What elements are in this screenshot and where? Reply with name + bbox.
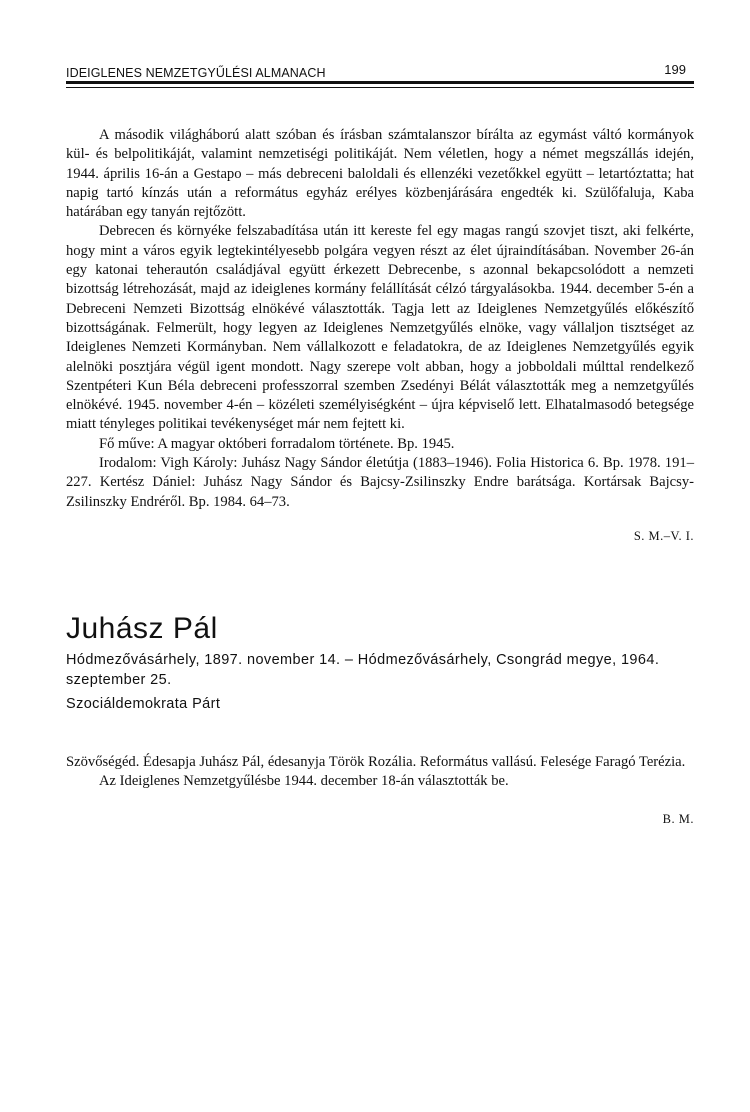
header-rule-thick	[66, 81, 694, 84]
paragraph: Irodalom: Vigh Károly: Juhász Nagy Sándor életútja (1883–1946). Folia Historica 6. Bp. 1978. 191–227. Kertész Dániel: Juhász Nagy Sándor és Bajcsy-Zsilinszky Endre barátsága. Kortársak Bajcsy-Zsilinszky Endréről. Bp. 1984. 64–73.	[66, 455, 694, 510]
running-header-title: IDEIGLENES NEMZETGYŰLÉSI ALMANACH	[66, 66, 326, 80]
paragraph: Debrecen és környéke felszabadítása után itt kereste fel egy magas rangú szovjet tiszt, aki felkérte, hogy mint a város egyik legtekintélyesebb polgára vegyen részt az élet újraindításában. November 26-án egy katonai teherautón családjával együtt érkezett Debrecenbe, s azonnal bekapcsolódott a nemzeti bizottság létrehozását, majd az ideiglenes kormány felállítását célzó tárgyalásokba. 1944. december 5-én a Debreceni Nemzeti Bizottság elnökévé választották. Tagja lett az Ideiglenes Nemzetgyűlés előkészítő bizottságának. Felmerült, hogy legyen az Ideiglenes Nemzetgyűlés elnöke, vagy vállaljon tisztséget az Ideiglenes Nemzeti Kormányban. Nem vállalkozott e feladatokra, de az Ideiglenes Nemzetgyűlés egyik alelnöki posztjára végül igent mondott. Nagy szerepe volt abban, hogy a jobboldali múlttal rendelkező Szentpéteri Kun Béla debreceni professzorral szemben Zsedényi Bélát választották meg a nemzetgyűlés elnökévé. 1945. november 4-én – közéleti személyiségként – újra képviselő lett. Elhatalmasodó betegsége miatt tényleges politikai tevékenységet már nem fejtett ki.	[66, 223, 694, 433]
page-number: 199	[664, 62, 686, 77]
running-header	[66, 62, 694, 82]
paragraph: A második világháború alatt szóban és írásban számtalanszor bírálta az egymást váltó kormányok kül- és belpolitikáját, valamint nemzetiségi politikáját. Nem véletlen, hogy a német megszállás idején, 1944. április 16-án a Gestapo – más debreceni baloldali és ellenzéki vezetőkkel együtt – letartóztatta; hat napig tartó kínzás után a református egyház erélyes közbenjárására engedték ki. Szülőfaluja, Kaba határában egy tanyán rejtőzött.	[66, 127, 694, 221]
previous-entry-text	[66, 126, 694, 512]
entry-text	[66, 753, 694, 792]
header-rule-thin	[66, 87, 694, 88]
entry-party: Szociáldemokrata Párt	[66, 696, 221, 712]
paragraph: Az Ideiglenes Nemzetgyűlésbe 1944. december 18-án választották be.	[99, 773, 509, 790]
author-signature: B. M.	[662, 812, 694, 826]
paragraph: Szövőségéd. Édesapja Juhász Pál, édesanyja Török Rozália. Református vallású. Felesége Faragó Terézia.	[66, 754, 686, 770]
author-signature: S. M.–V. I.	[633, 529, 694, 543]
paragraph: Fő műve: A magyar októberi forradalom története. Bp. 1945.	[99, 435, 455, 452]
entry-birth-death: Hódmezővásárhely, 1897. november 14. – Hódmezővásárhely, Csongrád megye, 1964. szeptember 25.	[66, 652, 660, 688]
entry-title: Juhász Pál	[66, 612, 218, 645]
